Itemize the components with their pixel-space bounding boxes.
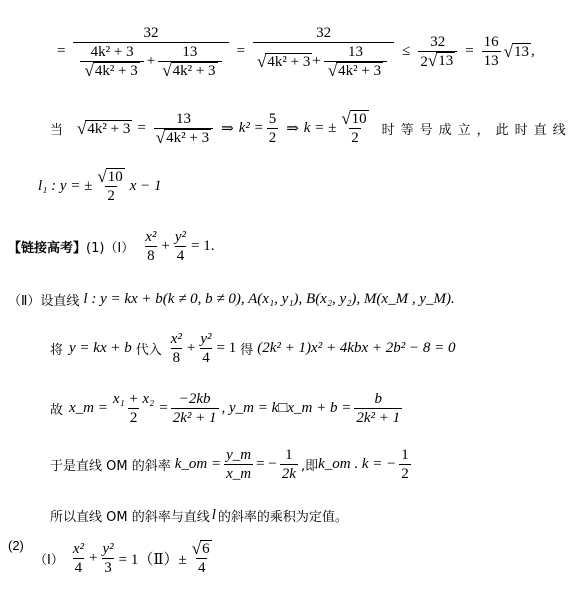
line-5: （Ⅱ）设直线 l : y = kx + b(k ≠ 0, b ≠ 0), A(x₁, y₁), B(x₂, y₂), M(x_M , y_M). [8, 291, 455, 309]
line-4: 【链接高考】 (1)（Ⅰ） $\frac{\text{x²}}{8}$ + $\frac{\text{y²}}{4}$ = 1. [8, 229, 215, 264]
line-3: l₁ : y = ± √ 10 2 x − 1 [38, 167, 162, 204]
fraction-4: $\frac{16}{13}$ [483, 34, 499, 70]
line-1: = 32 4k² + 3 √ 4k² + 3 + 13 √ 4k² + 3 = 32 √ 4k² + 3 + 13 √ 4k² + 3 ≤ 32 2 √ 13 = $\frac{16}{13}$ √ 13 , [57, 25, 535, 80]
fraction-1: 32 4k² + 3 √ 4k² + 3 + 13 √ 4k² + 3 [73, 24, 228, 80]
line-2: 当 √ 4k² + 3 = 13 √ 4k² + 3 ⇒ k² = $\frac{5}{2}$ ⇒ k = ± √ 10 2 时等号成立，此时直线 [50, 109, 572, 148]
line-8: 于是直线 OM 的斜率 k_om = $\frac{y\_m}{x\_m}$ = − $\frac{1}{2k}$ ,即 k_om . k = − $\frac{1}{2}$ [50, 447, 409, 482]
section-label: 【链接高考】 [8, 241, 87, 256]
line-6: 将 y = kx + b 代入 $\frac{\text{x²}}{8}$ + $\frac{\text{y²}}{4}$ = 1 得 (2k² + 1)x² + 4kbx + 2b² − 8 = 0 [50, 331, 456, 366]
fraction-2: 32 √ 4k² + 3 + 13 √ 4k² + 3 [253, 24, 394, 80]
line-9: 所以直线 OM 的斜率与直线 l 的斜率的乘积为定值。 [50, 507, 348, 525]
line-7: 故 x_m = $\frac{\text{x₁ + x₂}}{2}$ = $\frac{-2kb}{\text{2k² + 1}}$ , y_m = k□x_m + b = $\frac{b}{\text{2k² + 1}}$ [50, 391, 401, 426]
line-10: (2) [8, 538, 24, 553]
line-10-math: （Ⅰ） $\frac{\text{x²}}{4}$ + $\frac{\text{y²}}{3}$ = 1（Ⅱ）± √ 6 4 [34, 539, 210, 576]
fraction-3: 32 2 √ 13 [418, 33, 457, 71]
